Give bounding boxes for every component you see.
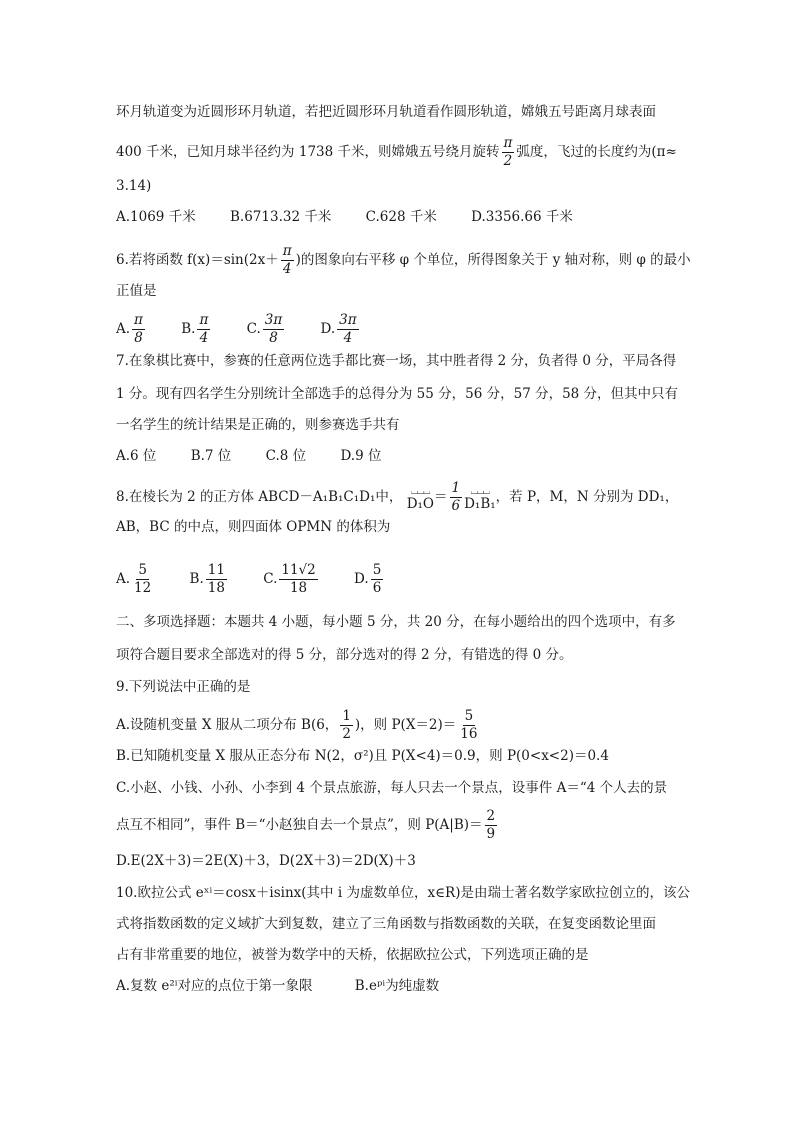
fraction-half: $\frac{1}{2}$	[342, 708, 351, 742]
q6-option-c: C. $\frac{3\pi}{8}$	[246, 312, 283, 346]
q6-option-d: D. $\frac{3\pi}{4}$	[320, 312, 357, 346]
q7-option-d: D.9 位	[340, 448, 382, 464]
q8-option-d: D. $\frac{5}{6}$	[354, 562, 382, 596]
q7-line-3: 一名学生的统计结果是正确的，则参赛选手共有	[116, 417, 400, 433]
q6-option-a: A. $\frac{\pi}{8}$	[116, 312, 143, 346]
q9-option-c-2: 点互不相同”，事件 B＝“小赵独自去一个景点”，则 P(A|B)＝ $\frac{2}{9}$	[116, 808, 496, 842]
fraction-one-sixth: $\frac{1}{6}$	[451, 480, 461, 514]
fraction-pi-over-4: $\frac{\pi}{4}$	[282, 243, 292, 277]
q7-options	[116, 446, 411, 466]
vector-d1b1: ⌴⌴⌴ D₁B₁	[464, 486, 496, 512]
q8-options	[116, 562, 415, 597]
intro-line-1: 环月轨道变为近圆形环月轨道，若把近圆形环月轨道看作圆形轨道，嫦娥五号距离月球表面	[116, 104, 656, 120]
q9-option-a: A.设随机变量 X 服从二项分布 B(6， $\frac{1}{2}$ )，则 P(X＝2)＝ $\frac{5}{16}$	[116, 708, 478, 742]
q8-line-1: 8.在棱长为 2 的正方体 ABCD－A₁B₁C₁D₁中， ⌴⌴⌴ D₁O ＝ $\frac{1}{6}$ ⌴⌴⌴ D₁B₁ ，若 P，M，N 分别为 DD₁，	[116, 480, 679, 514]
q10-line-2: 式将指数函数的定义域扩大到复数，建立了三角函数与指数函数的关联，在复变函数论里面	[116, 916, 656, 932]
q5-option-b: B.6713.32 千米	[230, 209, 332, 225]
q6-stem-2: 正值是	[116, 283, 157, 299]
q5-option-c: C.628 千米	[365, 209, 437, 225]
vector-d1o: ⌴⌴⌴ D₁O	[406, 486, 434, 512]
fraction-pi-over-2: $\frac{\pi}{2}$	[503, 135, 513, 169]
q6-options	[116, 312, 391, 347]
q5-option-a: A.1069 千米	[116, 209, 196, 225]
q8-line-2: AB，BC 的中点，则四面体 OPMN 的体积为	[116, 519, 391, 535]
q9-stem: 9.下列说法中正确的是	[116, 679, 251, 695]
q8-option-b: B. $\frac{11}{18}$	[189, 562, 225, 596]
q9-option-d: D.E(2X＋3)＝2E(X)＋3，D(2X＋3)＝2D(X)＋3	[116, 853, 416, 869]
intro-line-2: 400 千米，已知月球半径约为 1738 千米，则嫦娥五号绕月旋转 $\frac{\pi}{2}$ 弧度，飞过的长度约为(π≈	[116, 135, 677, 169]
section-2-line-2: 项符合题目要求全部选对的得 5 分，部分选对的得 2 分，有错选的得 0 分。	[116, 647, 573, 663]
q5-option-d: D.3356.66 千米	[471, 209, 573, 225]
q7-option-c: C.8 位	[265, 448, 307, 464]
q8-option-a: A. $\frac{5}{12}$	[116, 562, 152, 596]
q7-line-1: 7.在象棋比赛中，参赛的任意两位选手都比赛一场，其中胜者得 2 分，负者得 0 分，平局各得	[116, 353, 677, 369]
q10-option-a: A.复数 e²ⁱ对应的点位于第一象限	[116, 978, 313, 994]
q9-option-c-1: C.小赵、小钱、小孙、小李到 4 个景点旅游，每人只去一个景点，设事件 A＝“4 个人去的景	[116, 780, 668, 796]
q10-option-b: B.eᵖⁱ为纯虚数	[354, 978, 440, 994]
q5-options	[116, 207, 603, 227]
q7-option-a: A.6 位	[116, 448, 157, 464]
q6-stem: 6.若将函数 f(x)＝sin(2x＋ $\frac{\pi}{4}$ )的图象向右平移 φ 个单位，所得图象关于 y 轴对称，则 φ 的最小	[116, 243, 691, 277]
section-2-line-1: 二、多项选择题：本题共 4 小题，每小题 5 分，共 20 分，在每小题给出的四个选项中，有多	[116, 614, 676, 630]
q6-option-b: B. $\frac{\pi}{4}$	[181, 312, 209, 346]
fraction-five-sixteenths: $\frac{5}{16}$	[460, 708, 478, 742]
intro-line-3: 3.14)	[116, 178, 152, 194]
q10-options	[116, 976, 469, 996]
fraction-two-ninths: $\frac{2}{9}$	[486, 808, 496, 842]
q7-option-b: B.7 位	[190, 448, 232, 464]
q10-line-3: 占有非常重要的地位，被誉为数学中的天桥，依据欧拉公式，下列选项正确的是	[116, 947, 589, 963]
q10-line-1: 10.欧拉公式 eˣⁱ＝cosx＋isinx(其中 i 为虚数单位，x∈R)是由瑞士著名数学家欧拉创立的，该公	[116, 885, 690, 901]
q7-line-2: 1 分。现有四名学生分别统计全部选手的总得分为 55 分，56 分，57 分，58 分，但其中只有	[116, 386, 679, 402]
q9-option-b: B.已知随机变量 X 服从正态分布 N(2，σ²)且 P(X<4)＝0.9，则 P(0<x<2)＝0.4	[116, 748, 609, 764]
q8-option-c: C. $\frac{11√2}{18}$	[263, 562, 316, 596]
